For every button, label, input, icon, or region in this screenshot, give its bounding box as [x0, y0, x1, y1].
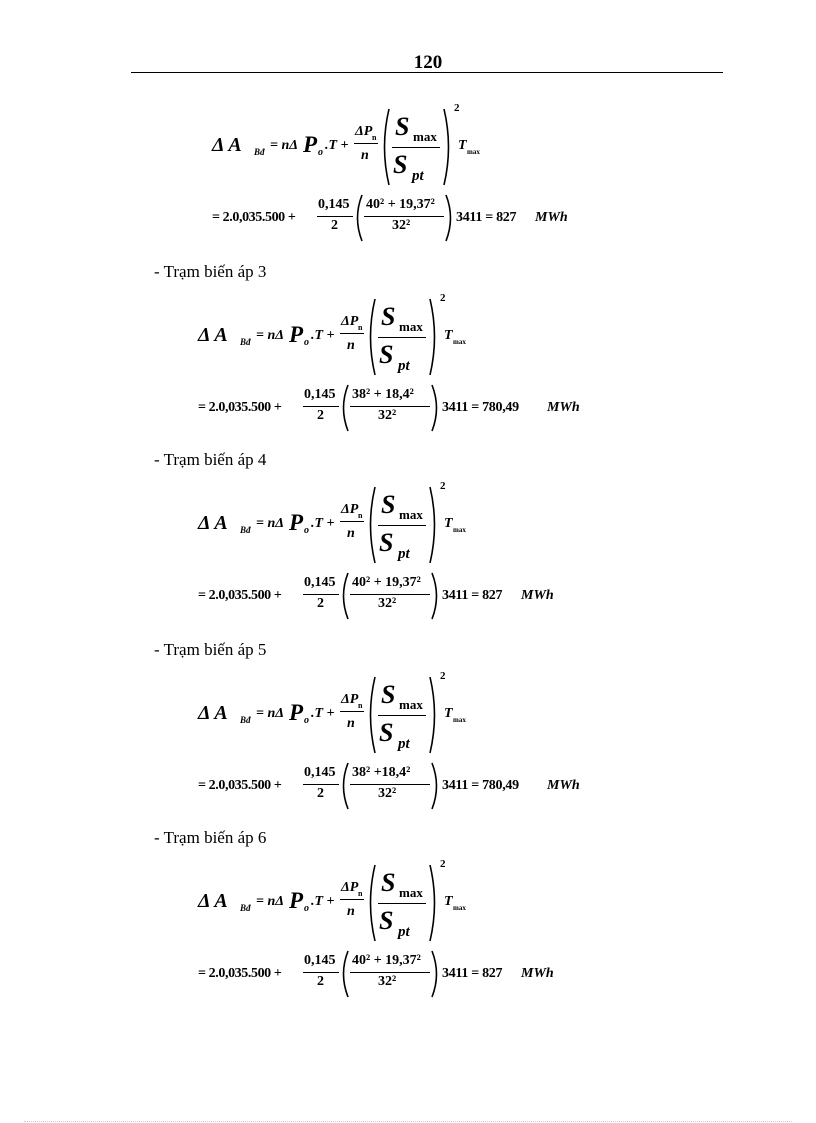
dp-denominator: n: [361, 148, 369, 163]
right-paren: [428, 486, 440, 564]
numeric-unit: MWh: [535, 210, 568, 225]
p-symbol: P: [289, 888, 304, 913]
lhs-subscript: Bđ: [240, 715, 251, 725]
inner-denominator: 32²: [378, 974, 397, 989]
dp-numerator: ΔP: [341, 502, 359, 517]
right-paren: [442, 108, 454, 186]
coef-numerator: 0,145: [304, 387, 336, 402]
numeric-prefix: = 2.0,035.500 +: [198, 588, 282, 603]
section-heading: - Trạm biến áp 6: [154, 828, 267, 847]
tmax-symbol: T: [444, 706, 453, 721]
equals-n-delta: = nΔ: [256, 706, 285, 721]
fraction-bar: [378, 903, 426, 904]
s-numerator-sub: max: [399, 319, 423, 334]
right-paren: [430, 384, 442, 432]
right-paren: [428, 676, 440, 754]
p-subscript: o: [318, 147, 323, 158]
right-paren: [430, 572, 442, 620]
power: 2: [440, 670, 446, 682]
s-denominator: S: [393, 150, 408, 179]
section-heading: - Trạm biến áp 3: [154, 262, 267, 281]
numeric-prefix: = 2.0,035.500 +: [212, 210, 296, 225]
left-paren: [338, 384, 350, 432]
tmax-symbol: T: [444, 516, 453, 531]
lhs-subscript: Bđ: [240, 337, 251, 347]
dp-denominator: n: [347, 338, 355, 353]
left-paren: [365, 298, 377, 376]
fraction-bar: [364, 216, 444, 217]
left-paren: [365, 676, 377, 754]
lhs-subscript: Bđ: [240, 525, 251, 535]
numeric-prefix: = 2.0,035.500 +: [198, 966, 282, 981]
inner-denominator: 32²: [378, 408, 397, 423]
t-term: .T +: [311, 894, 335, 909]
left-paren: [365, 486, 377, 564]
p-symbol: P: [289, 510, 304, 535]
s-numerator-sub: max: [413, 129, 437, 144]
equals-n-delta: = nΔ: [256, 328, 285, 343]
section-heading: - Trạm biến áp 5: [154, 640, 267, 659]
power: 2: [440, 292, 446, 304]
s-numerator-sub: max: [399, 507, 423, 522]
power: 2: [454, 102, 460, 114]
tmax-symbol: T: [444, 328, 453, 343]
dp-numerator-sub: n: [358, 889, 363, 898]
numeric-result: 3411 = 827: [442, 588, 503, 603]
fraction-bar: [303, 594, 339, 595]
inner-numerator: 40² + 19,37²: [352, 575, 421, 590]
lhs-symbol: Δ A: [198, 324, 228, 346]
equals-n-delta: = nΔ: [256, 516, 285, 531]
coef-numerator: 0,145: [304, 765, 336, 780]
coef-numerator: 0,145: [304, 575, 336, 590]
lhs-subscript: Bđ: [240, 903, 251, 913]
left-paren: [379, 108, 391, 186]
p-subscript: o: [304, 337, 309, 348]
dp-numerator: ΔP: [341, 692, 359, 707]
t-term: .T +: [325, 138, 349, 153]
numeric-unit: MWh: [521, 588, 554, 603]
t-term: .T +: [311, 706, 335, 721]
numeric-result: 3411 = 780,49: [442, 778, 519, 793]
tmax-subscript: max: [453, 904, 466, 912]
left-paren: [338, 572, 350, 620]
fraction-bar: [378, 525, 426, 526]
fraction-bar: [340, 899, 364, 900]
fraction-bar: [317, 216, 353, 217]
s-denominator: S: [379, 906, 394, 935]
fraction-bar: [350, 784, 430, 785]
inner-denominator: 32²: [378, 786, 397, 801]
fraction-bar: [303, 972, 339, 973]
coef-denominator: 2: [331, 218, 338, 233]
equals-n-delta: = nΔ: [256, 894, 285, 909]
tmax-subscript: max: [467, 148, 480, 156]
tmax-symbol: T: [458, 138, 467, 153]
lhs-subscript: Bđ: [254, 147, 265, 157]
p-symbol: P: [303, 132, 318, 157]
numeric-unit: MWh: [521, 966, 554, 981]
right-paren: [444, 194, 456, 242]
inner-numerator: 38² + 18,4²: [352, 387, 414, 402]
coef-denominator: 2: [317, 596, 324, 611]
p-subscript: o: [304, 525, 309, 536]
s-denominator-sub: pt: [412, 168, 424, 184]
coef-denominator: 2: [317, 408, 324, 423]
page-number: 120: [413, 52, 443, 73]
s-numerator: S: [381, 868, 396, 897]
power: 2: [440, 858, 446, 870]
tmax-subscript: max: [453, 526, 466, 534]
fraction-bar: [340, 711, 364, 712]
s-denominator: S: [379, 528, 394, 557]
numeric-result: 3411 = 780,49: [442, 400, 519, 415]
coef-numerator: 0,145: [318, 197, 350, 212]
power: 2: [440, 480, 446, 492]
s-denominator-sub: pt: [398, 924, 410, 940]
left-paren: [338, 762, 350, 810]
dp-denominator: n: [347, 904, 355, 919]
tmax-subscript: max: [453, 716, 466, 724]
s-denominator-sub: pt: [398, 546, 410, 562]
fraction-bar: [392, 147, 440, 148]
numeric-result: 3411 = 827: [456, 210, 517, 225]
numeric-prefix: = 2.0,035.500 +: [198, 778, 282, 793]
s-numerator: S: [395, 112, 410, 141]
dp-numerator: ΔP: [341, 314, 359, 329]
section-heading: - Trạm biến áp 4: [154, 450, 267, 469]
inner-numerator: 38² +18,4²: [352, 765, 411, 780]
fraction-bar: [350, 972, 430, 973]
p-symbol: P: [289, 700, 304, 725]
dp-numerator-sub: n: [358, 701, 363, 710]
p-symbol: P: [289, 322, 304, 347]
coef-denominator: 2: [317, 786, 324, 801]
fraction-bar: [340, 333, 364, 334]
fraction-bar: [378, 715, 426, 716]
numeric-prefix: = 2.0,035.500 +: [198, 400, 282, 415]
dp-numerator: ΔP: [341, 880, 359, 895]
lhs-symbol: Δ A: [198, 512, 228, 534]
numeric-result: 3411 = 827: [442, 966, 503, 981]
s-numerator-sub: max: [399, 885, 423, 900]
p-subscript: o: [304, 715, 309, 726]
footer-dotted-line: [24, 1121, 792, 1122]
dp-numerator-sub: n: [358, 323, 363, 332]
dp-denominator: n: [347, 716, 355, 731]
equals-n-delta: = nΔ: [270, 138, 299, 153]
right-paren: [428, 298, 440, 376]
dp-denominator: n: [347, 526, 355, 541]
s-numerator-sub: max: [399, 697, 423, 712]
s-numerator: S: [381, 302, 396, 331]
fraction-bar: [303, 406, 339, 407]
left-paren: [365, 864, 377, 942]
right-paren: [430, 762, 442, 810]
left-paren: [352, 194, 364, 242]
coef-denominator: 2: [317, 974, 324, 989]
tmax-symbol: T: [444, 894, 453, 909]
right-paren: [430, 950, 442, 998]
fraction-bar: [354, 143, 378, 144]
dp-numerator-sub: n: [358, 511, 363, 520]
s-denominator-sub: pt: [398, 358, 410, 374]
lhs-symbol: Δ A: [212, 134, 242, 156]
fraction-bar: [303, 784, 339, 785]
dp-numerator-sub: n: [372, 133, 377, 142]
numeric-unit: MWh: [547, 778, 580, 793]
lhs-symbol: Δ A: [198, 890, 228, 912]
s-denominator: S: [379, 340, 394, 369]
s-numerator: S: [381, 680, 396, 709]
s-numerator: S: [381, 490, 396, 519]
numeric-unit: MWh: [547, 400, 580, 415]
fraction-bar: [350, 406, 430, 407]
inner-denominator: 32²: [392, 218, 411, 233]
fraction-bar: [350, 594, 430, 595]
t-term: .T +: [311, 516, 335, 531]
header-rule: [131, 72, 723, 73]
fraction-bar: [340, 521, 364, 522]
tmax-subscript: max: [453, 338, 466, 346]
lhs-symbol: Δ A: [198, 702, 228, 724]
inner-denominator: 32²: [378, 596, 397, 611]
dp-numerator: ΔP: [355, 124, 373, 139]
left-paren: [338, 950, 350, 998]
right-paren: [428, 864, 440, 942]
inner-numerator: 40² + 19,37²: [352, 953, 421, 968]
inner-numerator: 40² + 19,37²: [366, 197, 435, 212]
fraction-bar: [378, 337, 426, 338]
t-term: .T +: [311, 328, 335, 343]
s-denominator: S: [379, 718, 394, 747]
coef-numerator: 0,145: [304, 953, 336, 968]
s-denominator-sub: pt: [398, 736, 410, 752]
p-subscript: o: [304, 903, 309, 914]
